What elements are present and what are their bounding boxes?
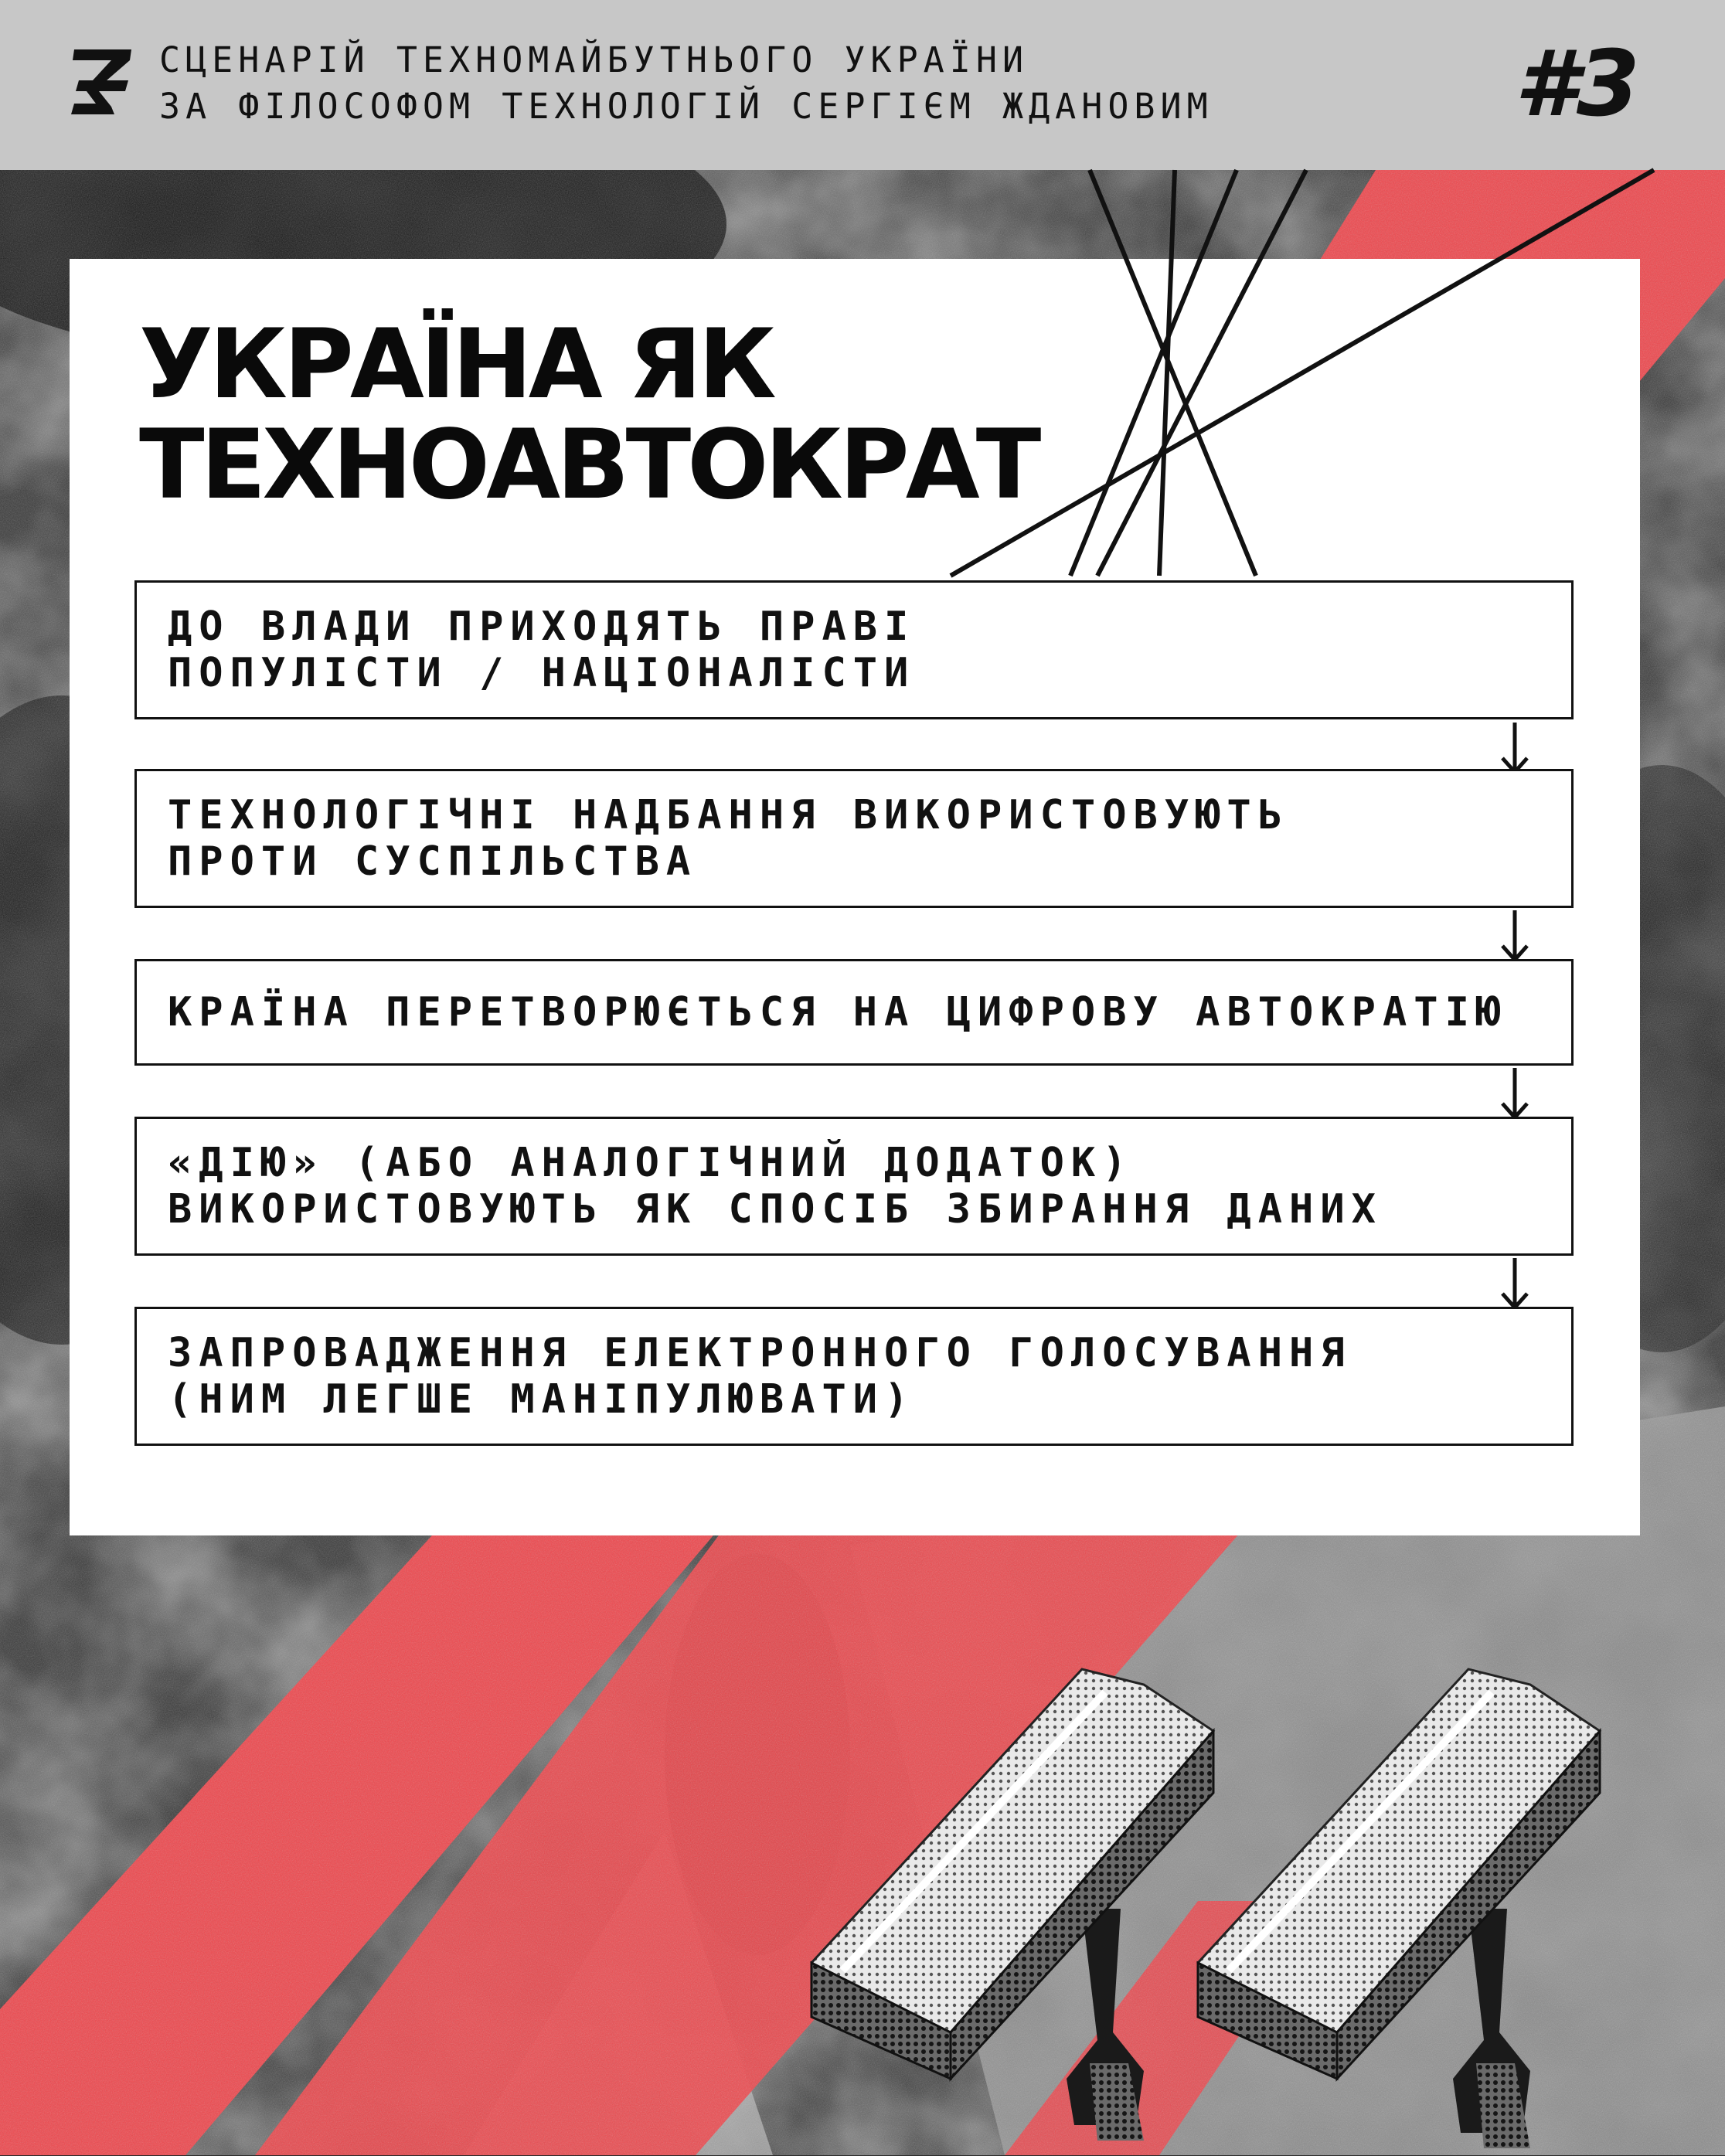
step-4-line-1: «ДІЮ» (АБО АНАЛОГІЧНИЙ ДОДАТОК) <box>168 1140 1134 1186</box>
arrow-down-icon <box>1499 1068 1530 1122</box>
step-box-5 <box>134 1307 1574 1446</box>
step-box-4 <box>134 1117 1574 1256</box>
surveillance-camera-icon <box>811 1669 1213 2141</box>
page-title <box>139 309 1038 521</box>
step-2-line-1: ТЕХНОЛОГІЧНІ НАДБАННЯ ВИКОРИСТОВУЮТЬ <box>168 792 1290 838</box>
header-line-1: СЦЕНАРІЙ ТЕХНОМАЙБУТНЬОГО УКРАЇНИ <box>159 39 1029 80</box>
title-line-2: ТЕХНОАВТОКРАТ <box>139 410 1038 521</box>
step-box-2 <box>134 769 1574 908</box>
step-1-line-2: ПОПУЛІСТИ / НАЦІОНАЛІСТИ <box>168 650 916 696</box>
step-5-line-1: ЗАПРОВАДЖЕННЯ ЕЛЕКТРОННОГО ГОЛОСУВАННЯ <box>168 1330 1352 1376</box>
arrow-down-icon <box>1499 1258 1530 1312</box>
title-line-1: УКРАЇНА ЯК <box>139 309 773 420</box>
issue-number: #3 <box>1514 30 1638 137</box>
step-5-line-2: (НИМ ЛЕГШЕ МАНІПУЛЮВАТИ) <box>168 1376 916 1423</box>
top-header <box>0 0 1725 170</box>
step-box-1 <box>134 580 1574 719</box>
header-subtitle <box>159 37 1213 130</box>
header-line-2: ЗА ФІЛОСОФОМ ТЕХНОЛОГІЙ СЕРГІЄМ ЖДАНОВИМ <box>159 86 1213 127</box>
stylized-z-logo-icon <box>68 43 138 121</box>
surveillance-camera-icon <box>1198 1669 1600 2148</box>
step-box-3 <box>134 959 1574 1066</box>
surveillance-cameras-illustration <box>796 1600 1646 2156</box>
step-4-line-2: ВИКОРИСТОВУЮТЬ ЯК СПОСІБ ЗБИРАННЯ ДАНИХ <box>168 1186 1383 1233</box>
step-2-line-2: ПРОТИ СУСПІЛЬСТВА <box>168 838 698 885</box>
content-card <box>70 259 1640 1535</box>
step-1-line-1: ДО ВЛАДИ ПРИХОДЯТЬ ПРАВІ <box>168 604 916 650</box>
arrow-down-icon <box>1499 910 1530 964</box>
step-3-line-1: КРАЇНА ПЕРЕТВОРЮЄТЬСЯ НА ЦИФРОВУ АВТОКРАТІЮ <box>168 989 1508 1035</box>
